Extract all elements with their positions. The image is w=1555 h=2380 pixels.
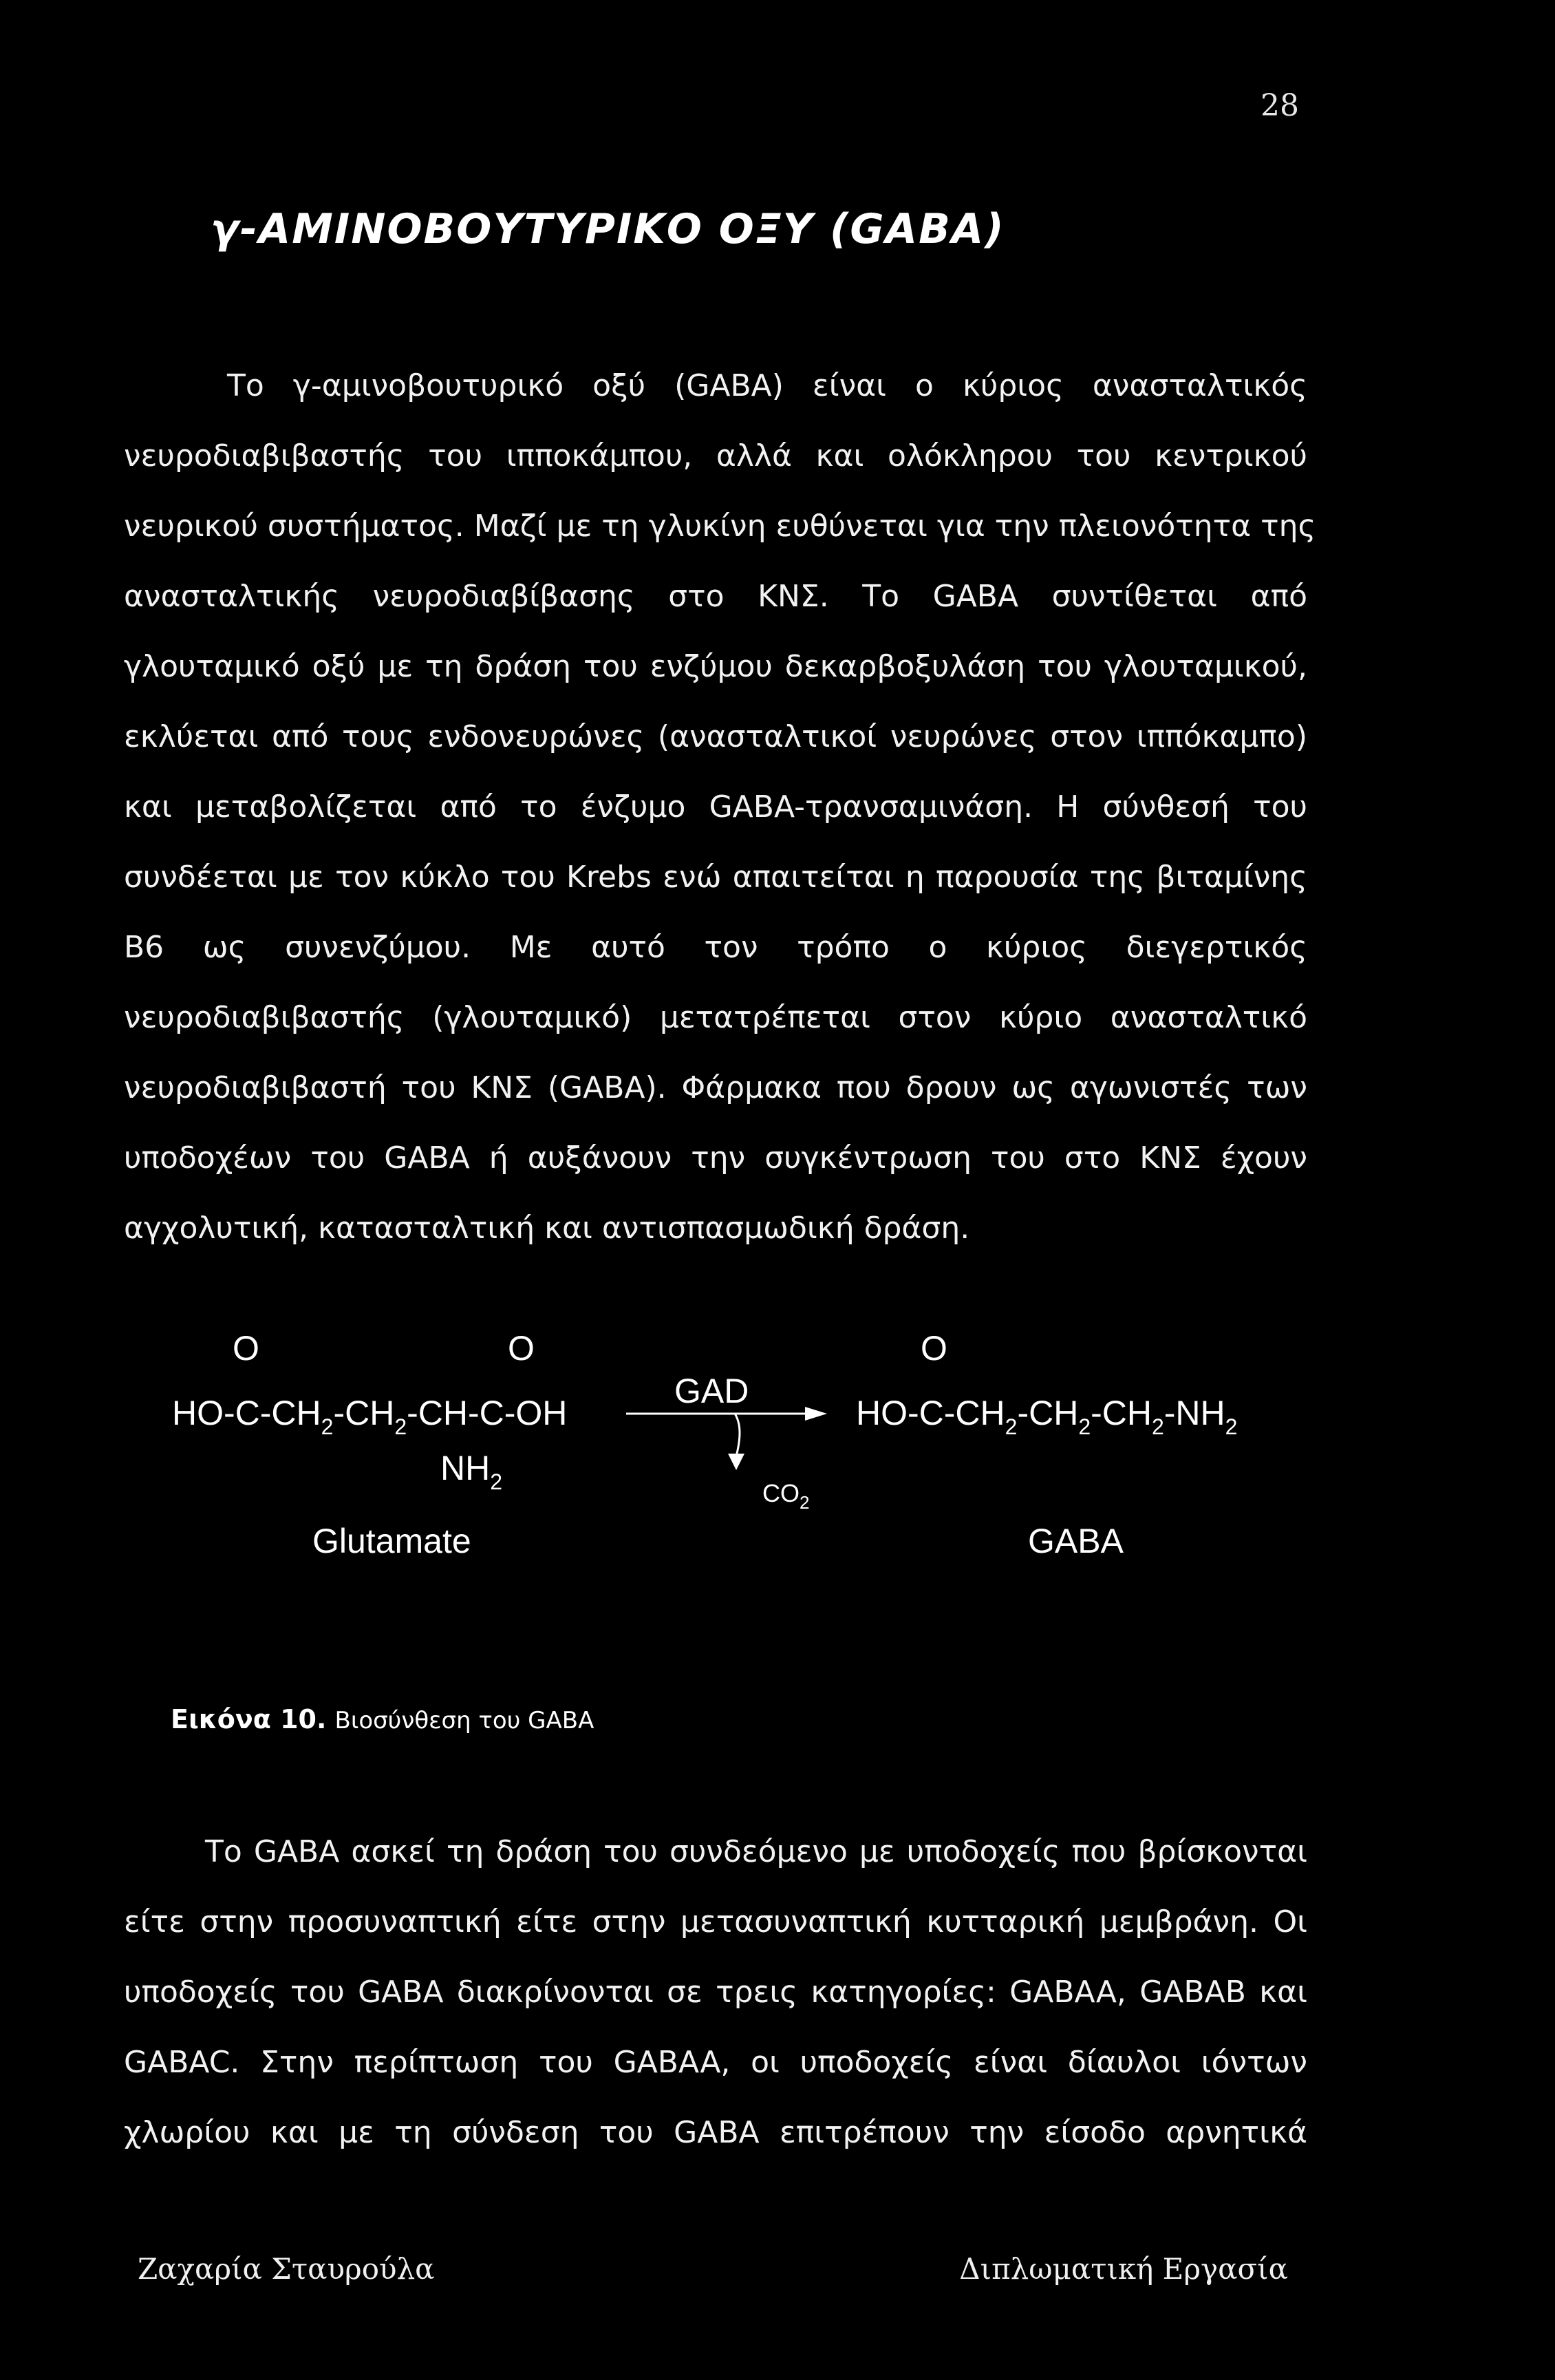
gaba-carbonyl-oxygen: O: [921, 1329, 947, 1368]
glutamate-label: Glutamate: [312, 1522, 471, 1560]
paragraph-gaba-intro: [124, 351, 1316, 1264]
text-line: χλωρίου και με τη σύνδεση του GABA επιτρέπουν την είσοδο αρνητικά: [124, 2115, 1307, 2150]
text-line: νευρικού συστήματος. Μαζί με τη γλυκίνη ευθύνεται για την πλειονότητα της: [124, 509, 1316, 544]
text-line: νευροδιαβιβαστής του ιπποκάμπου, αλλά και ολόκληρου του κεντρικού: [124, 438, 1307, 474]
glutamate-amino-group: $NH_2$: [440, 1449, 503, 1494]
text-line: Το γ-αμινοβουτυρικό οξύ (GABA) είναι ο κύριος ανασταλτικός: [227, 368, 1307, 403]
text-line: είτε στην προσυναπτική είτε στην μετασυναπτική κυτταρική μεμβράνη. Οι: [124, 1904, 1307, 1940]
text-line: υποδοχέων του GABA ή αυξάνουν την συγκέντρωση του στο ΚΝΣ έχουν: [124, 1140, 1307, 1176]
text-line: υποδοχείς του GABA διακρίνονται σε τρεις κατηγορίες: GABAA, GABAB και: [124, 1975, 1307, 2010]
text-line: συνδέεται με τον κύκλο του Krebs ενώ απαιτείται η παρουσία της βιταμίνης: [124, 860, 1307, 895]
co2-arrowhead: [728, 1454, 744, 1470]
paragraph-gaba-receptors: [124, 1817, 1307, 2168]
gaba-label: GABA: [1028, 1522, 1124, 1560]
enzyme-label: GAD: [674, 1372, 749, 1410]
glutamate-carbonyl-oxygen-2: O: [508, 1329, 535, 1368]
reaction-arrowhead: [805, 1407, 827, 1421]
text-line: Το GABA ασκεί τη δράση του συνδεόμενο με υποδοχείς που βρίσκονται: [205, 1834, 1307, 1869]
figure-caption-text: Βιοσύνθεση του GABA: [334, 1707, 594, 1734]
section-title: γ-ΑΜΙΝΟΒΟΥΤΥΡΙΚΟ ΟΞΥ (GABA): [211, 205, 1005, 253]
co2-release-curve: [735, 1414, 740, 1456]
footer-author: Ζαχαρία Σταυρούλα: [138, 2252, 435, 2286]
glutamate-formula: $HO-C-CH_2-CH_2-CH-C-OH$: [172, 1394, 568, 1439]
text-line: νευροδιαβιβαστή του ΚΝΣ (GABA). Φάρμακα που δρουν ως αγωνιστές των: [124, 1070, 1307, 1105]
text-line: αγχολυτική, κατασταλτική και αντισπασμωδική δράση.: [124, 1211, 970, 1246]
glutamate-carbonyl-oxygen-1: O: [233, 1329, 259, 1368]
figure-label: Εικόνα 10.: [171, 1704, 327, 1734]
text-line: και μεταβολίζεται από το ένζυμο GABA-τρανσαμινάση. Η σύνθεσή του: [124, 789, 1307, 825]
text-line: ανασταλτικής νευροδιαβίβασης στο ΚΝΣ. Το GABA συντίθεται από: [124, 579, 1307, 614]
text-line: GABAC. Στην περίπτωση του GABAA, οι υποδοχείς είναι δίαυλοι ιόντων: [124, 2045, 1307, 2080]
text-line: εκλύεται από τους ενδονευρώνες (ανασταλτικοί νευρώνες στον ιππόκαμπο): [124, 719, 1307, 754]
text-line: B6 ως συνενζύμου. Με αυτό τον τρόπο ο κύριος διεγερτικός: [124, 930, 1307, 965]
page-number: 28: [1261, 88, 1299, 123]
byproduct-co2: $CO_2$: [762, 1479, 810, 1513]
gaba-biosynthesis-reaction: [165, 1321, 1294, 1569]
footer-work-title: Διπλωματική Εργασία: [959, 2252, 1288, 2286]
gaba-formula: $HO-C-CH_2-CH_2-CH_2-NH_2$: [856, 1394, 1238, 1439]
figure-caption: [171, 1704, 594, 1734]
text-line: νευροδιαβιβαστής (γλουταμικό) μετατρέπεται στον κύριο ανασταλτικό: [124, 1000, 1307, 1035]
text-line: γλουταμικό οξύ με τη δράση του ενζύμου δεκαρβοξυλάση του γλουταμικού,: [124, 649, 1307, 684]
reaction-diagram: [165, 1321, 1294, 1569]
